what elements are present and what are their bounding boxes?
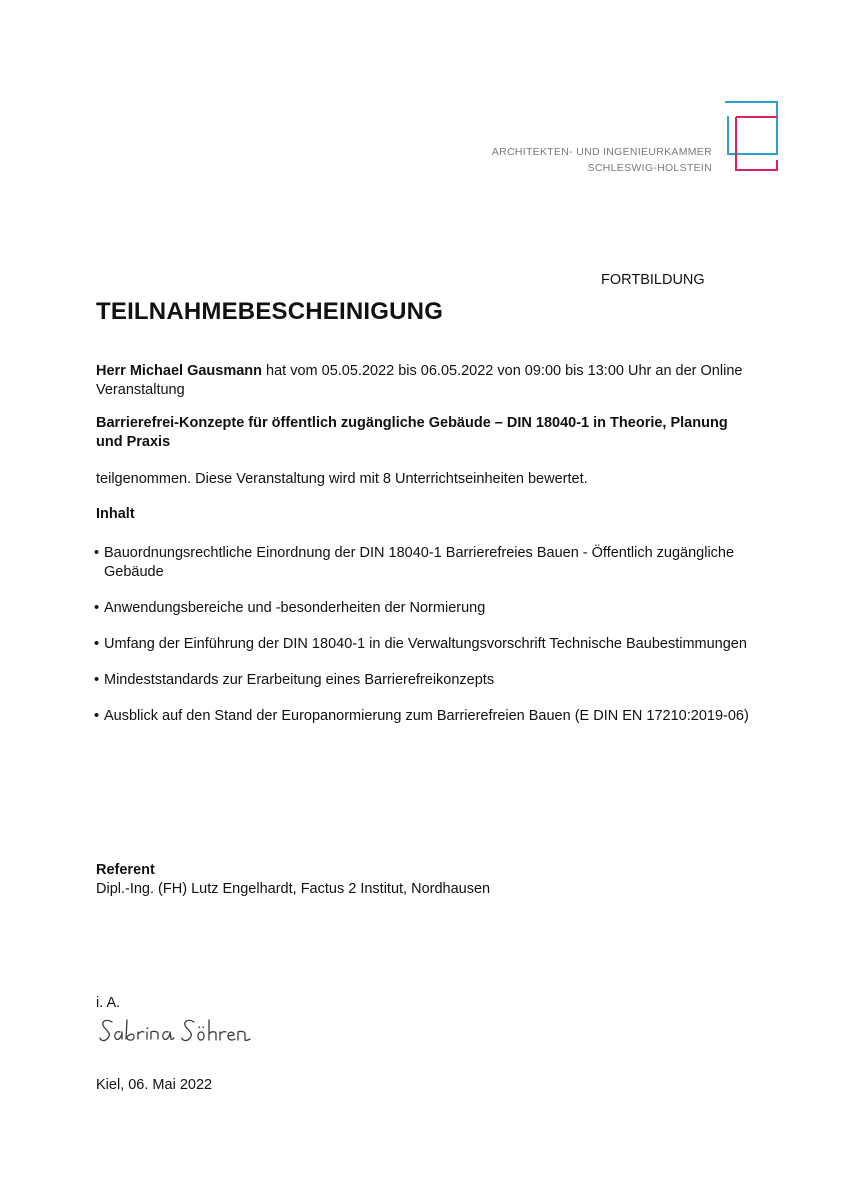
topic-list: [94, 544, 754, 726]
referent-name: Dipl.-Ing. (FH) Lutz Engelhardt, Factus 2 Institut, Nordhausen: [96, 881, 491, 897]
event-date-text: hat vom 05.05.2022 bis 06.05.2022 von 09:00 bis 13:00 Uhr an der Online Veranstaltung: [96, 363, 743, 398]
referent-label: Referent: [96, 862, 155, 878]
place-and-date: Kiel, 06. Mai 2022: [96, 1077, 213, 1093]
topic-text: Ausblick auf den Stand der Europanormierung zum Barrierefreien Bauen (E DIN EN 17210:2019-06): [104, 708, 749, 724]
list-item: [94, 671, 754, 690]
bullet-icon: •: [94, 600, 100, 616]
participant-name: Herr Michael Gausmann: [96, 363, 262, 379]
signature-prefix: i. A.: [96, 995, 121, 1011]
organization-name-line-2: SCHLESWIG-HOLSTEIN: [587, 162, 712, 174]
organization-name: [492, 144, 712, 176]
content-heading: Inhalt: [96, 506, 135, 522]
topic-text: Umfang der Einführung der DIN 18040-1 in die Verwaltungsvorschrift Technische Baubestimmungen: [104, 636, 747, 652]
bullet-icon: •: [94, 672, 100, 688]
list-item: [94, 635, 754, 654]
document-category: FORTBILDUNG: [601, 272, 705, 288]
topic-text: Anwendungsbereiche und -besonderheiten der Normierung: [104, 600, 486, 616]
certificate-body: [96, 362, 756, 743]
document-title: TEILNAHMEBESCHEINIGUNG: [96, 298, 444, 325]
organization-name-line-1: ARCHITEKTEN- UND INGENIEURKAMMER: [491, 146, 712, 158]
participation-intro: [96, 362, 756, 400]
list-item: [94, 707, 754, 726]
bullet-icon: •: [94, 708, 100, 724]
list-item: [94, 599, 754, 618]
topic-text: Mindeststandards zur Erarbeitung eines Barrierefreikonzepts: [104, 672, 495, 688]
referent-block: [96, 861, 490, 899]
bullet-icon: •: [94, 545, 100, 561]
chamber-logo-icon: [722, 100, 780, 172]
list-item: [94, 544, 754, 582]
bullet-icon: •: [94, 636, 100, 652]
handwritten-signature: [98, 1014, 268, 1048]
topic-text: Bauordnungsrechtliche Einordnung der DIN 18040-1 Barrierefreies Bauen - Öffentlich zugängliche Gebäude: [104, 545, 735, 580]
participation-statement: teilgenommen. Diese Veranstaltung wird mit 8 Unterrichtseinheiten bewertet.: [96, 471, 588, 487]
course-title: Barrierefrei-Konzepte für öffentlich zugängliche Gebäude – DIN 18040-1 in Theorie, Planung und Praxis: [96, 415, 728, 450]
